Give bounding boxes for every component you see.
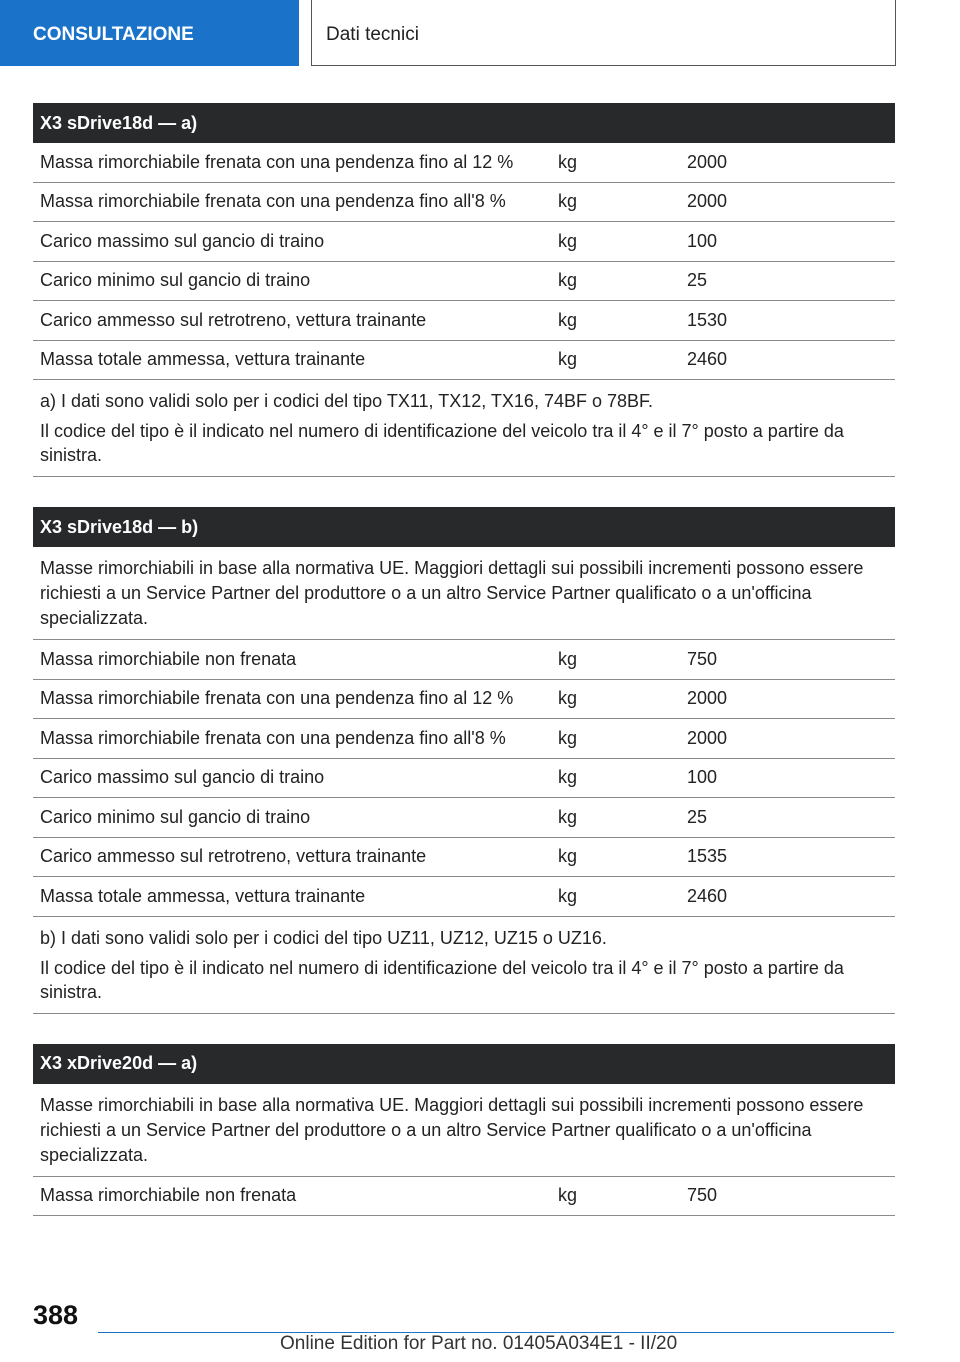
section-title: X3 sDrive18d — b) (33, 507, 895, 547)
footnote-line: b) I dati sono validi solo per i codici del tipo UZ11, UZ12, UZ15 o UZ16. (40, 927, 607, 948)
row-label: Massa totale ammessa, vettura trainante (40, 349, 366, 370)
row-unit: kg (558, 806, 578, 827)
row-value: 750 (687, 1185, 718, 1206)
row-label: Carico minimo sul gancio di traino (40, 270, 311, 291)
footer-edition: Online Edition for Part no. 01405A034E1 - II/20 (280, 1333, 678, 1354)
row-value: 2000 (687, 191, 728, 212)
row-value: 25 (687, 806, 708, 827)
footnote-line: a) I dati sono validi solo per i codici del tipo TX11, TX12, TX16, 74BF o 78BF. (40, 391, 654, 411)
row-unit: kg (558, 846, 578, 867)
row-unit: kg (558, 688, 578, 709)
section-title: X3 sDrive18d — a) (33, 103, 895, 143)
table-row (33, 183, 895, 223)
section-tab (0, 0, 299, 66)
table-row (33, 222, 895, 262)
table-row (33, 301, 895, 341)
row-unit: kg (558, 767, 578, 788)
row-value: 100 (687, 230, 718, 251)
row-label: Massa rimorchiabile non frenata (40, 648, 297, 669)
row-value: 1535 (687, 846, 728, 867)
table-row (33, 262, 895, 302)
section-label: CONSULTAZIONE (33, 24, 194, 45)
row-unit: kg (558, 1185, 578, 1206)
footnote (33, 917, 895, 1014)
section-title: X3 xDrive20d — a) (33, 1044, 895, 1084)
section-intro: Masse rimorchiabili in base alla normativa UE. Maggiori dettagli sui possibili incrementi possono essere richiesti a un Service Partner del produttore o a un altro Service Partner qualificato o a un'officina specializzata. (33, 1084, 895, 1177)
row-label: Massa totale ammessa, vettura trainante (40, 885, 366, 906)
row-value: 2460 (687, 349, 728, 370)
row-value: 2460 (687, 885, 728, 906)
row-label: Massa rimorchiabile frenata con una pendenza fino all'8 % (40, 191, 506, 212)
footnote (33, 380, 895, 477)
row-unit: kg (558, 648, 578, 669)
row-label: Massa rimorchiabile non frenata (40, 1185, 297, 1206)
row-unit: kg (558, 309, 578, 330)
row-unit: kg (558, 151, 578, 172)
row-unit: kg (558, 270, 578, 291)
table-row (33, 798, 895, 838)
row-value: 2000 (687, 688, 728, 709)
row-value: 2000 (687, 727, 728, 748)
page-number: 388 (33, 1300, 79, 1330)
spec-section (33, 507, 895, 1014)
row-value: 2000 (687, 151, 728, 172)
table-row (33, 680, 895, 720)
row-label: Massa rimorchiabile frenata con una pendenza fino all'8 % (40, 727, 506, 748)
row-unit: kg (558, 885, 578, 906)
row-unit: kg (558, 230, 578, 251)
spec-section (33, 1044, 895, 1217)
row-unit: kg (558, 349, 578, 370)
chapter-header (311, 0, 896, 66)
table-row (33, 719, 895, 759)
row-label: Carico massimo sul gancio di traino (40, 767, 325, 788)
row-label: Massa rimorchiabile frenata con una pendenza fino al 12 % (40, 151, 514, 172)
table-row (33, 759, 895, 799)
row-value: 100 (687, 767, 718, 788)
footnote-line: Il codice del tipo è il indicato nel numero di identificazione del veicolo tra il 4° e il 7° posto a partire da sinistra. (40, 957, 844, 1002)
row-label: Carico ammesso sul retrotreno, vettura trainante (40, 846, 427, 867)
section-intro: Masse rimorchiabili in base alla normativa UE. Maggiori dettagli sui possibili incrementi possono essere richiesti a un Service Partner del produttore o a un altro Service Partner qualificato o a un'officina specializzata. (33, 547, 895, 640)
table-row (33, 838, 895, 878)
row-value: 25 (687, 270, 708, 291)
row-label: Carico massimo sul gancio di traino (40, 230, 325, 251)
row-label: Carico minimo sul gancio di traino (40, 806, 311, 827)
row-value: 1530 (687, 309, 728, 330)
row-value: 750 (687, 648, 718, 669)
spec-section (33, 103, 895, 477)
row-unit: kg (558, 191, 578, 212)
row-unit: kg (558, 727, 578, 748)
chapter-title: Dati tecnici (326, 23, 419, 45)
table-row (33, 341, 895, 381)
footnote-line: Il codice del tipo è il indicato nel numero di identificazione del veicolo tra il 4° e il 7° posto a partire da sinistra. (40, 421, 844, 465)
table-row (33, 1177, 895, 1217)
table-row (33, 143, 895, 183)
table-row (33, 877, 895, 917)
row-label: Massa rimorchiabile frenata con una pendenza fino al 12 % (40, 688, 514, 709)
spec-content (33, 103, 895, 1246)
table-row (33, 640, 895, 680)
row-label: Carico ammesso sul retrotreno, vettura trainante (40, 309, 427, 330)
